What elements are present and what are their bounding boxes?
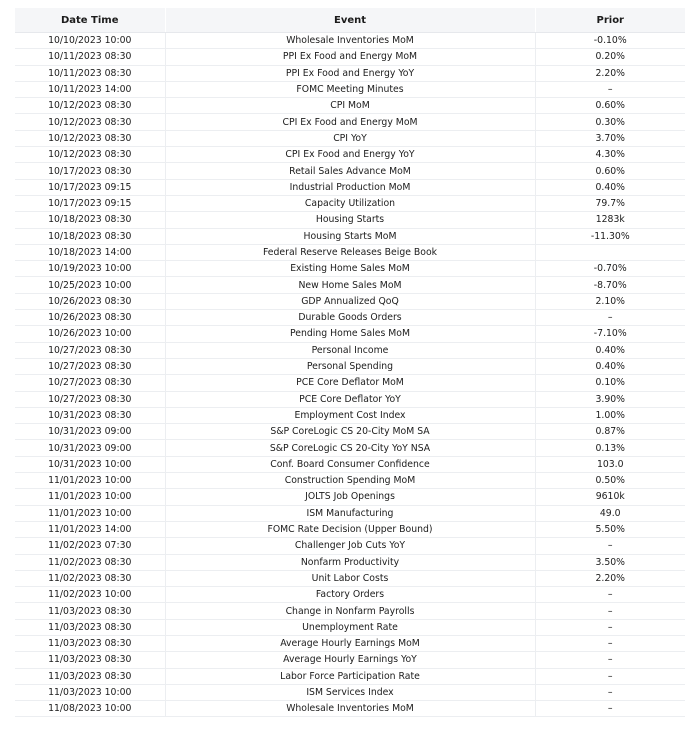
cell-date-time: 11/03/2023 10:00: [15, 684, 165, 700]
table-row: [15, 310, 685, 326]
cell-date-time: 11/03/2023 08:30: [15, 619, 165, 635]
cell-prior: 0.40%: [535, 179, 685, 195]
cell-event: Durable Goods Orders: [165, 310, 535, 326]
cell-event: Construction Spending MoM: [165, 473, 535, 489]
cell-event: PCE Core Deflator YoY: [165, 391, 535, 407]
cell-event: Pending Home Sales MoM: [165, 326, 535, 342]
cell-prior: -11.30%: [535, 228, 685, 244]
table-row: [15, 98, 685, 114]
cell-prior: –: [535, 668, 685, 684]
cell-prior: -0.70%: [535, 261, 685, 277]
cell-date-time: 11/01/2023 10:00: [15, 489, 165, 505]
cell-prior: 0.30%: [535, 114, 685, 130]
cell-event: Housing Starts: [165, 212, 535, 228]
cell-prior: –: [535, 587, 685, 603]
cell-prior: 0.60%: [535, 163, 685, 179]
cell-prior: 0.60%: [535, 98, 685, 114]
table-row: [15, 652, 685, 668]
cell-prior: -8.70%: [535, 277, 685, 293]
cell-event: Wholesale Inventories MoM: [165, 33, 535, 49]
table-row: [15, 505, 685, 521]
table-row: [15, 228, 685, 244]
cell-event: PPI Ex Food and Energy MoM: [165, 49, 535, 65]
cell-event: ISM Services Index: [165, 684, 535, 700]
cell-prior: 3.50%: [535, 554, 685, 570]
cell-date-time: 10/11/2023 08:30: [15, 65, 165, 81]
cell-date-time: 10/31/2023 08:30: [15, 407, 165, 423]
cell-prior: 4.30%: [535, 147, 685, 163]
cell-date-time: 10/17/2023 08:30: [15, 163, 165, 179]
table-row: [15, 538, 685, 554]
cell-event: JOLTS Job Openings: [165, 489, 535, 505]
cell-date-time: 10/12/2023 08:30: [15, 130, 165, 146]
cell-prior: 3.70%: [535, 130, 685, 146]
cell-date-time: 10/31/2023 10:00: [15, 456, 165, 472]
table-row: [15, 163, 685, 179]
cell-date-time: 11/02/2023 07:30: [15, 538, 165, 554]
table-row: [15, 635, 685, 651]
cell-date-time: 10/12/2023 08:30: [15, 114, 165, 130]
header-prior: Prior: [535, 8, 685, 33]
cell-prior: 0.40%: [535, 342, 685, 358]
cell-date-time: 11/02/2023 10:00: [15, 587, 165, 603]
table-row: [15, 261, 685, 277]
cell-event: Industrial Production MoM: [165, 179, 535, 195]
cell-prior: –: [535, 619, 685, 635]
cell-date-time: 10/31/2023 09:00: [15, 440, 165, 456]
cell-date-time: 10/18/2023 14:00: [15, 244, 165, 260]
cell-prior: 1283k: [535, 212, 685, 228]
cell-date-time: 10/10/2023 10:00: [15, 33, 165, 49]
cell-date-time: 10/26/2023 08:30: [15, 310, 165, 326]
cell-prior: –: [535, 538, 685, 554]
table-row: [15, 619, 685, 635]
table-row: [15, 554, 685, 570]
table-row: [15, 33, 685, 49]
cell-event: Nonfarm Productivity: [165, 554, 535, 570]
cell-event: Retail Sales Advance MoM: [165, 163, 535, 179]
table-row: [15, 277, 685, 293]
table-row: [15, 81, 685, 97]
cell-prior: 9610k: [535, 489, 685, 505]
cell-prior: 2.10%: [535, 293, 685, 309]
table-row: [15, 179, 685, 195]
cell-prior: –: [535, 635, 685, 651]
cell-prior: –: [535, 684, 685, 700]
cell-prior: –: [535, 652, 685, 668]
cell-event: S&P CoreLogic CS 20-City MoM SA: [165, 424, 535, 440]
table-row: [15, 684, 685, 700]
table-row: [15, 424, 685, 440]
cell-date-time: 10/18/2023 08:30: [15, 228, 165, 244]
cell-event: PPI Ex Food and Energy YoY: [165, 65, 535, 81]
table-row: [15, 407, 685, 423]
cell-date-time: 11/02/2023 08:30: [15, 554, 165, 570]
cell-event: Factory Orders: [165, 587, 535, 603]
table-row: [15, 587, 685, 603]
header-date-time: Date Time: [15, 8, 165, 33]
cell-date-time: 10/12/2023 08:30: [15, 147, 165, 163]
cell-prior: 1.00%: [535, 407, 685, 423]
cell-prior: 0.87%: [535, 424, 685, 440]
table-row: [15, 489, 685, 505]
cell-date-time: 11/03/2023 08:30: [15, 652, 165, 668]
cell-prior: –: [535, 81, 685, 97]
cell-event: New Home Sales MoM: [165, 277, 535, 293]
table-row: [15, 342, 685, 358]
cell-event: Average Hourly Earnings YoY: [165, 652, 535, 668]
cell-date-time: 11/02/2023 08:30: [15, 570, 165, 586]
cell-prior: 0.13%: [535, 440, 685, 456]
header-event: Event: [165, 8, 535, 33]
table-row: [15, 147, 685, 163]
cell-prior: 2.20%: [535, 65, 685, 81]
cell-prior: 0.50%: [535, 473, 685, 489]
cell-date-time: 10/11/2023 14:00: [15, 81, 165, 97]
cell-date-time: 10/17/2023 09:15: [15, 195, 165, 211]
cell-event: Existing Home Sales MoM: [165, 261, 535, 277]
cell-date-time: 11/01/2023 10:00: [15, 473, 165, 489]
table-row: [15, 440, 685, 456]
cell-prior: 103.0: [535, 456, 685, 472]
table-row: [15, 456, 685, 472]
cell-date-time: 10/25/2023 10:00: [15, 277, 165, 293]
cell-date-time: 10/26/2023 10:00: [15, 326, 165, 342]
table-row: [15, 293, 685, 309]
cell-event: Capacity Utilization: [165, 195, 535, 211]
cell-date-time: 10/19/2023 10:00: [15, 261, 165, 277]
cell-date-time: 10/26/2023 08:30: [15, 293, 165, 309]
cell-event: Change in Nonfarm Payrolls: [165, 603, 535, 619]
cell-event: FOMC Rate Decision (Upper Bound): [165, 521, 535, 537]
cell-prior: -0.10%: [535, 33, 685, 49]
cell-event: ISM Manufacturing: [165, 505, 535, 521]
cell-event: CPI MoM: [165, 98, 535, 114]
cell-prior: 5.50%: [535, 521, 685, 537]
cell-event: Labor Force Participation Rate: [165, 668, 535, 684]
cell-prior: 79.7%: [535, 195, 685, 211]
table-row: [15, 603, 685, 619]
cell-event: Employment Cost Index: [165, 407, 535, 423]
cell-prior: –: [535, 603, 685, 619]
table-row: [15, 326, 685, 342]
cell-event: Average Hourly Earnings MoM: [165, 635, 535, 651]
cell-prior: [535, 244, 685, 260]
table-row: [15, 195, 685, 211]
cell-prior: 0.40%: [535, 358, 685, 374]
cell-event: Unit Labor Costs: [165, 570, 535, 586]
cell-event: Personal Income: [165, 342, 535, 358]
cell-date-time: 10/31/2023 09:00: [15, 424, 165, 440]
table-header: [15, 8, 685, 33]
cell-event: Challenger Job Cuts YoY: [165, 538, 535, 554]
cell-event: CPI Ex Food and Energy YoY: [165, 147, 535, 163]
cell-date-time: 10/27/2023 08:30: [15, 342, 165, 358]
cell-date-time: 11/03/2023 08:30: [15, 668, 165, 684]
cell-date-time: 10/27/2023 08:30: [15, 358, 165, 374]
cell-event: FOMC Meeting Minutes: [165, 81, 535, 97]
cell-date-time: 10/18/2023 08:30: [15, 212, 165, 228]
cell-event: S&P CoreLogic CS 20-City YoY NSA: [165, 440, 535, 456]
table-row: [15, 570, 685, 586]
cell-date-time: 11/01/2023 10:00: [15, 505, 165, 521]
cell-event: Housing Starts MoM: [165, 228, 535, 244]
cell-date-time: 11/03/2023 08:30: [15, 635, 165, 651]
cell-event: CPI Ex Food and Energy MoM: [165, 114, 535, 130]
table-row: [15, 391, 685, 407]
table-row: [15, 65, 685, 81]
table-row: [15, 114, 685, 130]
table-row: [15, 49, 685, 65]
cell-prior: -7.10%: [535, 326, 685, 342]
table-row: [15, 375, 685, 391]
table-row: [15, 244, 685, 260]
cell-event: GDP Annualized QoQ: [165, 293, 535, 309]
cell-date-time: 10/11/2023 08:30: [15, 49, 165, 65]
header-row: [15, 8, 685, 33]
table-row: [15, 521, 685, 537]
table-row: [15, 701, 685, 717]
cell-prior: 0.20%: [535, 49, 685, 65]
table-body: [15, 33, 685, 717]
table-row: [15, 130, 685, 146]
cell-event: CPI YoY: [165, 130, 535, 146]
cell-prior: 3.90%: [535, 391, 685, 407]
economic-calendar-table: [15, 8, 685, 717]
cell-event: Unemployment Rate: [165, 619, 535, 635]
cell-date-time: 10/27/2023 08:30: [15, 391, 165, 407]
cell-event: Conf. Board Consumer Confidence: [165, 456, 535, 472]
cell-date-time: 10/27/2023 08:30: [15, 375, 165, 391]
cell-date-time: 10/17/2023 09:15: [15, 179, 165, 195]
cell-event: Federal Reserve Releases Beige Book: [165, 244, 535, 260]
table-row: [15, 212, 685, 228]
cell-event: PCE Core Deflator MoM: [165, 375, 535, 391]
cell-prior: –: [535, 310, 685, 326]
cell-prior: 49.0: [535, 505, 685, 521]
cell-event: Wholesale Inventories MoM: [165, 701, 535, 717]
cell-prior: 2.20%: [535, 570, 685, 586]
cell-prior: –: [535, 701, 685, 717]
cell-date-time: 10/12/2023 08:30: [15, 98, 165, 114]
cell-date-time: 11/08/2023 10:00: [15, 701, 165, 717]
cell-date-time: 11/03/2023 08:30: [15, 603, 165, 619]
table-row: [15, 668, 685, 684]
table-row: [15, 358, 685, 374]
table-row: [15, 473, 685, 489]
cell-prior: 0.10%: [535, 375, 685, 391]
cell-event: Personal Spending: [165, 358, 535, 374]
cell-date-time: 11/01/2023 14:00: [15, 521, 165, 537]
